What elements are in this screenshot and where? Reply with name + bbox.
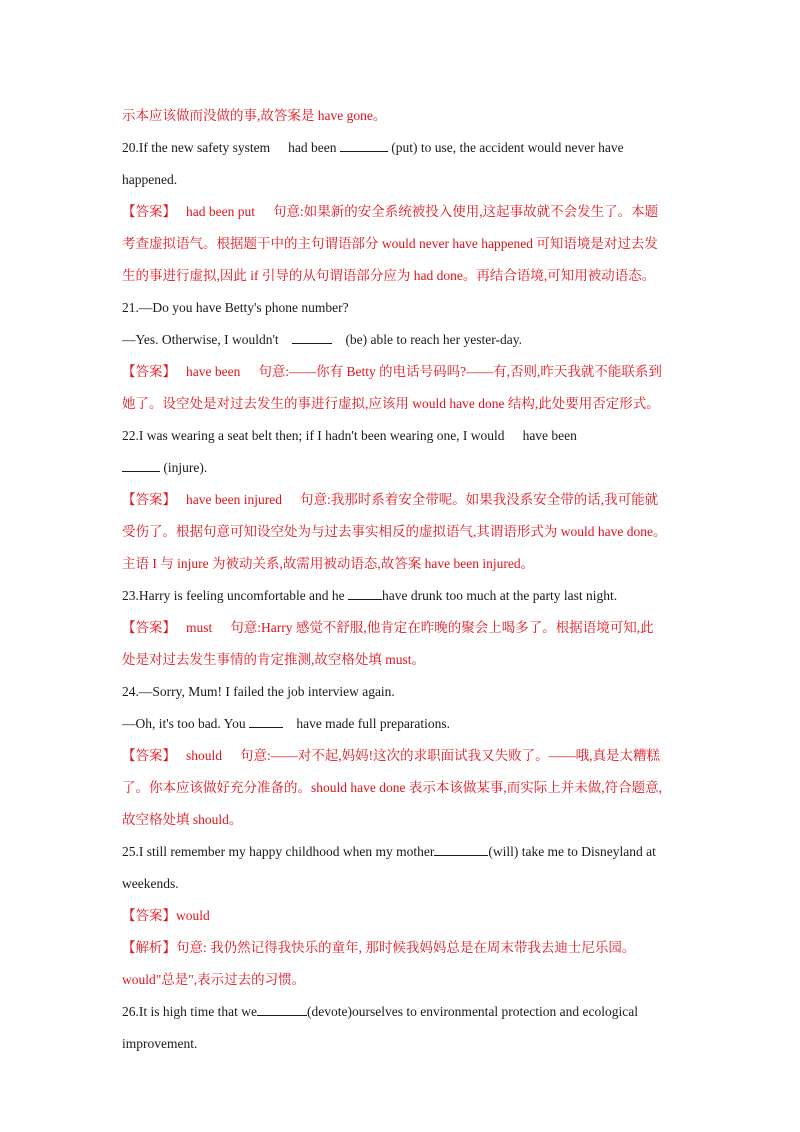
question-22-line-2: (injure).	[122, 452, 685, 484]
question-25-line-2: weekends.	[122, 876, 179, 891]
answer-22-line-3: 主语 I 与 injure 为被动关系,故需用被动语态,故答案 have been injured。	[122, 556, 535, 571]
answer-22-line-2: 受伤了。根据句意可知设空处为与过去事实相反的虚拟语气,其谓语形式为 would have done。	[122, 524, 667, 539]
question-24-line-1: 24.—Sorry, Mum! I failed the job interview again.	[122, 684, 395, 699]
answer-blank	[292, 331, 332, 344]
question-26-line-1: 26.It is high time that we (devote)ourselves to environmental protection and ecological	[122, 1004, 638, 1019]
question-21-line-1: 21.—Do you have Betty's phone number?	[122, 300, 349, 315]
answer-value: had been put	[186, 204, 255, 219]
answer-value: must	[186, 620, 213, 635]
answer-24-line-2: 了。你本应该做好充分准备的。should have done 表示本该做某事,而实际上并未做,符合题意,	[122, 780, 662, 795]
question-24-line-2: —Oh, it's too bad. You have made full preparations.	[122, 716, 451, 731]
answer-23-line-1: 【答案】 must 句意:Harry 感觉不舒服,他肯定在昨晚的聚会上喝多了。根据语境可知,此	[122, 620, 654, 635]
answer-blank	[340, 139, 388, 152]
answer-20-line-1: 【答案】 had been put 句意:如果新的安全系统被投入使用,这起事故就不会发生了。本题	[122, 204, 659, 219]
answer-blank	[348, 587, 382, 600]
answer-24-line-3: 故空格处填 should。	[122, 812, 243, 827]
question-25-line-1: 25.I still remember my happy childhood when my mother (will) take me to Disneyland at	[122, 844, 656, 859]
answer-24-line-1: 【答案】 should 句意:——对不起,妈妈!这次的求职面试我又失败了。——哦,真是太糟糕	[122, 748, 661, 763]
question-26-line-2: improvement.	[122, 1036, 198, 1051]
question-22-line-1: 22.I was wearing a seat belt then; if I hadn't been wearing one, I would have been	[122, 428, 577, 443]
answer-blank	[434, 843, 488, 856]
answer-20-line-2: 考查虚拟语气。根据题干中的主句谓语部分 would never have happened 可知语境是对过去发	[122, 236, 658, 251]
answer-blank	[122, 459, 160, 472]
answer-20-line-3: 生的事进行虚拟,因此 if 引导的从句谓语部分应为 had done。再结合语境,可知用被动语态。	[122, 268, 656, 283]
answer-tag: 【答案】	[122, 364, 176, 379]
answer-23-line-2: 处是对过去发生事情的肯定推测,故空格处填 must。	[122, 652, 426, 667]
question-20-line-1: 20.If the new safety system had been (put) to use, the accident would never have	[122, 140, 624, 155]
answer-21-line-1: 【答案】 have been 句意:——你有 Betty 的电话号码吗?——有,否则,昨天我就不能联系到	[122, 364, 662, 379]
question-20-line-2: happened.	[122, 172, 178, 187]
answer-tag: 【答案】	[122, 204, 176, 219]
explanation-25-line-2: would"总是",表示过去的习惯。	[122, 972, 306, 987]
answer-tag: 【答案】	[122, 748, 176, 763]
answer-value: should	[186, 748, 223, 763]
question-21-line-2: —Yes. Otherwise, I wouldn't (be) able to reach her yester-day.	[122, 332, 522, 347]
answer-25-line: 【答案】would	[122, 908, 210, 923]
question-23-line-1: 23.Harry is feeling uncomfortable and he have drunk too much at the party last night.	[122, 588, 618, 603]
answer-22-line-1: 【答案】 have been injured 句意:我那时系着安全带呢。如果我没系安全带的话,我可能就	[122, 492, 659, 507]
explanation-line: 示本应该做而没做的事,故答案是 have gone。	[122, 108, 387, 123]
answer-value: have been injured	[186, 492, 282, 507]
answer-21-line-2: 她了。设空处是对过去发生的事进行虚拟,应该用 would have done 结构,此处要用否定形式。	[122, 396, 660, 411]
answer-blank	[257, 1003, 307, 1016]
answer-tag: 【答案】	[122, 492, 176, 507]
answer-value: have been	[186, 364, 241, 379]
answer-tag: 【答案】	[122, 620, 176, 635]
answer-blank	[249, 715, 283, 728]
explanation-25-line-1: 【解析】句意: 我仍然记得我快乐的童年, 那时候我妈妈总是在周末带我去迪士尼乐园。	[122, 940, 636, 955]
